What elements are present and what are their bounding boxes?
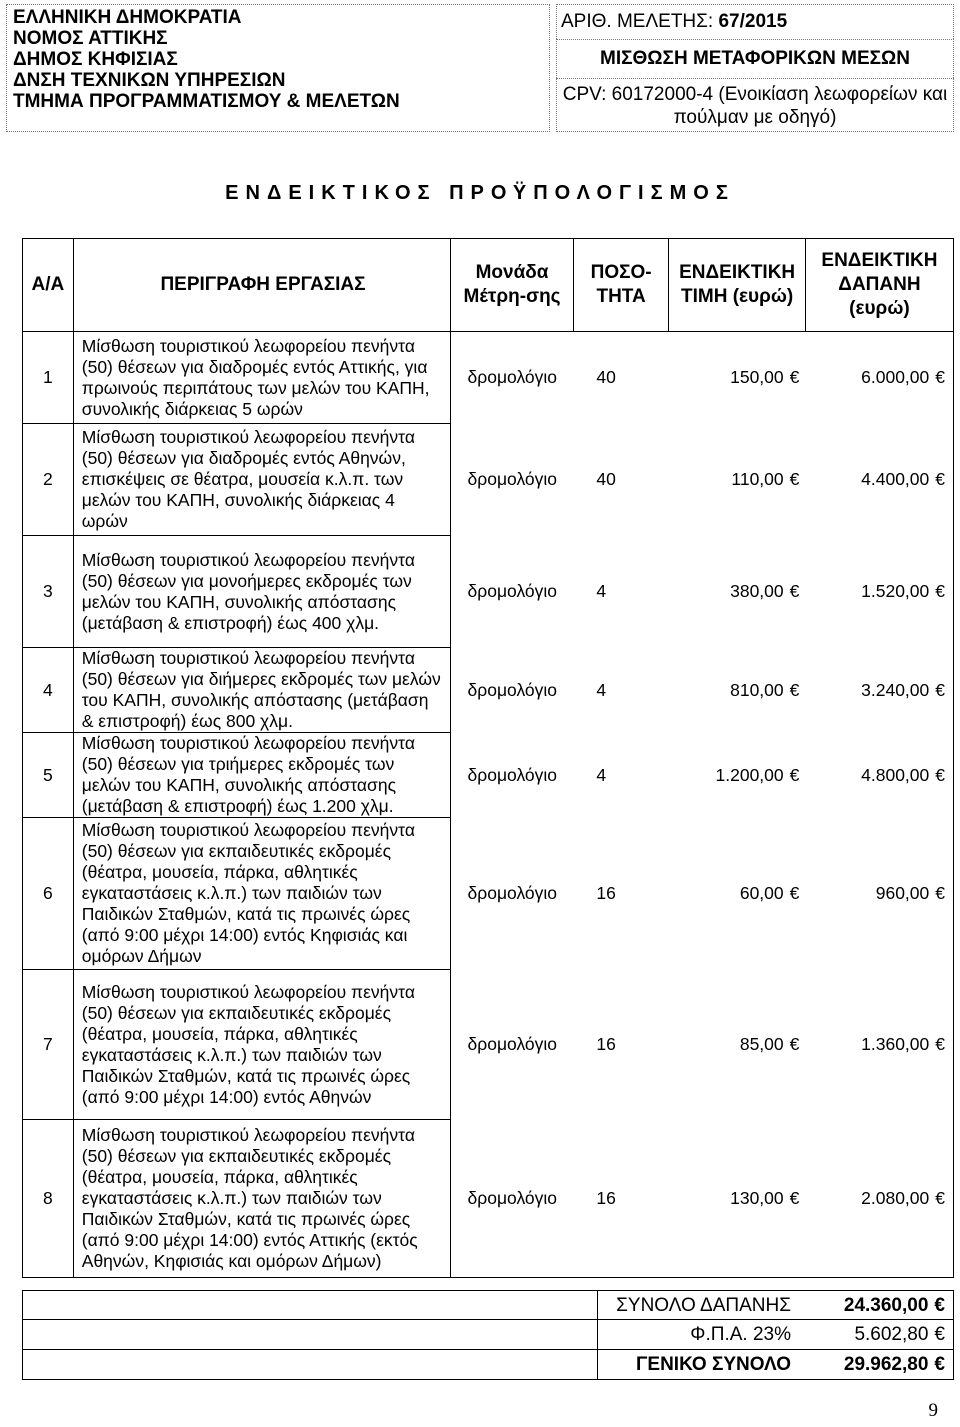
study-label: ΑΡΙΘ. ΜΕΛΕΤΗΣ: (561, 11, 714, 32)
row-unit: δρομολόγιο (467, 581, 558, 601)
quantity-value: 40 (596, 367, 616, 388)
row-description: Μίσθωση τουριστικού λεωφορείου πενήντα (50) θέσεων για εκπαιδευτικές εκδρομές (θέατρα, μουσεία, πάρκα, αθλητικές εγκαταστάσεις κ.λ.π.) των παιδιών των Παιδικών Σταθμών, κατά τις πρωινές ώρες (από 9:00 μέχρι 14:00) εντός Αττικής (εκτός Αθηνών, Κηφισιάς και ομόρων Δήμων) (73, 1120, 450, 1278)
row-unit: δρομολόγιο (467, 1034, 558, 1054)
cpv-line: CPV: 60172000-4 (Ενοικίαση λεωφορείων και (562, 84, 948, 105)
price-value: 1.200,00 (715, 764, 784, 785)
cpv-line: πούλμαν με οδηγό) (673, 107, 837, 128)
euro-symbol: € (935, 764, 945, 785)
col-desc-header: ΠΕΡΙΓΡΑΦΗ ΕΡΓΑΣΙΑΣ (73, 239, 450, 332)
row-quantity (573, 970, 669, 1120)
col-total-header: ΕΝΔΕΙΚΤΙΚΗ ΔΑΠΑΝΗ (ευρώ) (805, 239, 953, 332)
quantity-value: 40 (596, 469, 616, 489)
table-row (23, 536, 954, 648)
row-description: Μίσθωση τουριστικού λεωφορείου πενήντα (50) θέσεων για διαδρομές εντός Αθηνών, επισκέψεις σε θέατρα, μουσεία κ.λ.π. των μελών του ΚΑΠΗ, συνολικής διάρκειας 4 ωρών (73, 424, 450, 536)
vat-row (22, 1320, 954, 1350)
euro-symbol: € (789, 679, 800, 700)
issuer-line: ΝΟΜΟΣ ΑΤΤΙΚΗΣ (13, 28, 168, 49)
price-value: 130,00 (730, 1187, 784, 1208)
row-price (669, 733, 805, 818)
row-unit: δρομολόγιο (467, 883, 558, 903)
cpv-block (556, 78, 954, 132)
total-value: 960,00 (875, 883, 930, 903)
row-number: 3 (23, 536, 74, 648)
table-header-row (23, 239, 954, 332)
price-value: 110,00 (731, 469, 784, 489)
row-quantity (573, 332, 669, 424)
subtotal-value: 24.360,00 € (843, 1295, 945, 1316)
euro-symbol: € (789, 1034, 800, 1054)
row-total (805, 1120, 953, 1278)
quantity-value: 16 (596, 1187, 616, 1208)
col-aa-header: Α/Α (23, 239, 74, 332)
col-qty-header: ΠΟΣΟ-ΤΗΤΑ (573, 239, 669, 332)
table-row (23, 970, 954, 1120)
quantity-value: 4 (596, 679, 607, 700)
vat-label: Φ.Π.Α. 23% (690, 1324, 791, 1345)
total-value: 1.360,00 (861, 1034, 930, 1054)
total-value: 4.800,00 (861, 764, 930, 785)
grand-total-row (22, 1350, 954, 1380)
total-value: 3.240,00 (861, 679, 930, 700)
row-quantity (573, 424, 669, 536)
price-value: 380,00 (730, 581, 784, 601)
row-quantity (573, 648, 669, 733)
row-description: Μίσθωση τουριστικού λεωφορείου πενήντα (50) θέσεων για εκπαιδευτικές εκδρομές (θέατρα, μουσεία, πάρκα, αθλητικές εγκαταστάσεις κ.λ.π.) των παιδιών των Παιδικών Σταθμών, κατά τις πρωινές ώρες (από 9:00 μέχρι 14:00) εντός Κηφισιάς και ομόρων Δήμων (73, 818, 450, 970)
row-description: Μίσθωση τουριστικού λεωφορείου πενήντα (50) θέσεων για διαδρομές εντός Αττικής, για πρωινούς περιπάτους των μελών του ΚΑΠΗ, συνολικής διάρκειας 5 ωρών (73, 332, 450, 424)
price-value: 150,00 (730, 367, 784, 388)
summary-divider (597, 1320, 598, 1349)
row-number: 1 (23, 332, 74, 424)
page-number: 9 (928, 1400, 938, 1421)
euro-symbol: € (935, 1034, 945, 1054)
row-unit: δρομολόγιο (451, 1120, 574, 1278)
row-total (805, 648, 953, 733)
euro-symbol: € (789, 581, 800, 601)
subtotal-row (22, 1290, 954, 1320)
grand-total-label: ΓΕΝΙΚΟ ΣΥΝΟΛΟ (635, 1354, 791, 1375)
row-price (669, 818, 805, 970)
table-row (23, 424, 954, 536)
euro-symbol: € (789, 764, 800, 785)
col-unit-header: Μονάδα Μέτρη-σης (451, 239, 574, 332)
row-price (669, 424, 805, 536)
euro-symbol: € (789, 367, 800, 388)
table-row (23, 733, 954, 818)
issuer-line: ΔΝΣΗ ΤΕΧΝΙΚΩΝ ΥΠΗΡΕΣΙΩΝ (13, 70, 286, 91)
vat-value: 5.602,80 € (854, 1324, 945, 1345)
issuer-line: ΕΛΛΗΝΙΚΗ ΔΗΜΟΚΡΑΤΙΑ (13, 7, 242, 28)
total-value: 4.400,00 (861, 469, 930, 489)
table-row (23, 332, 954, 424)
project-title: ΜΙΣΘΩΣΗ ΜΕΤΑΦΟΡΙΚΩΝ ΜΕΣΩΝ (556, 39, 954, 78)
row-quantity (573, 536, 669, 648)
row-price (669, 332, 805, 424)
row-unit: δρομολόγιο (467, 679, 558, 700)
summary-divider (597, 1291, 598, 1319)
row-number: 5 (23, 733, 74, 818)
row-number: 8 (23, 1120, 74, 1278)
row-number: 6 (23, 818, 74, 970)
quantity-value: 16 (596, 1034, 616, 1054)
subtotal-label: ΣΥΝΟΛΟ ΔΑΠΑΝΗΣ (616, 1295, 791, 1316)
euro-symbol: € (935, 469, 945, 489)
row-total (805, 733, 953, 818)
grand-total-value: 29.962,80 € (843, 1354, 945, 1375)
document-title: ΕΝΔΕΙΚΤΙΚΟΣ ΠΡΟΫΠΟΛΟΓΙΣΜΟΣ (225, 182, 735, 204)
study-number: 67/2015 (718, 11, 788, 32)
total-value: 1.520,00 (861, 581, 930, 601)
row-quantity (573, 733, 669, 818)
row-number: 4 (23, 648, 74, 733)
row-unit: δρομολόγιο (467, 764, 558, 785)
row-total (805, 424, 953, 536)
row-price (669, 970, 805, 1120)
table-row (23, 1120, 954, 1278)
budget-table (22, 238, 954, 1278)
row-quantity (573, 1120, 669, 1278)
col-price-header: ΕΝΔΕΙΚΤΙΚΗ ΤΙΜΗ (ευρώ) (669, 239, 805, 332)
euro-symbol: € (789, 469, 800, 489)
issuer-line: ΔΗΜΟΣ ΚΗΦΙΣΙΑΣ (13, 49, 178, 70)
table-row (23, 818, 954, 970)
row-total (805, 818, 953, 970)
euro-symbol: € (935, 883, 945, 903)
total-value: 6.000,00 (861, 367, 930, 388)
quantity-value: 4 (596, 764, 607, 785)
euro-symbol: € (935, 581, 945, 601)
quantity-value: 16 (596, 883, 616, 903)
euro-symbol: € (935, 1187, 945, 1208)
row-unit: δρομολόγιο (467, 469, 558, 489)
price-value: 810,00 (730, 679, 784, 700)
row-number: 2 (23, 424, 74, 536)
row-quantity (573, 818, 669, 970)
issuer-line: ΤΜΗΜΑ ΠΡΟΓΡΑΜΜΑΤΙΣΜΟΥ & ΜΕΛΕΤΩΝ (13, 91, 400, 112)
row-total (805, 332, 953, 424)
table-row (23, 648, 954, 733)
issuer-block (6, 4, 550, 132)
study-info-block (556, 4, 954, 132)
quantity-value: 4 (596, 581, 607, 601)
euro-symbol: € (789, 1187, 800, 1208)
table-body (23, 332, 954, 1278)
study-number-row (556, 4, 954, 39)
row-total (805, 970, 953, 1120)
row-description: Μίσθωση τουριστικού λεωφορείου πενήντα (50) θέσεων για μονοήμερες εκδρομές των μελών του ΚΑΠΗ, συνολικής απόστασης (μετάβαση & επιστροφή) έως 400 χλμ. (73, 536, 450, 648)
summary-divider (597, 1350, 598, 1379)
row-description: Μίσθωση τουριστικού λεωφορείου πενήντα (50) θέσεων για τριήμερες εκδρομές των μελών του ΚΑΠΗ, συνολικής απόστασης (μετάβαση & επιστροφή) έως 1.200 χλμ. (73, 733, 450, 818)
row-price (669, 1120, 805, 1278)
price-value: 85,00 (739, 1034, 784, 1054)
row-description: Μίσθωση τουριστικού λεωφορείου πενήντα (50) θέσεων για εκπαιδευτικές εκδρομές (θέατρα, μουσεία, πάρκα, αθλητικές εγκαταστάσεις κ.λ.π.) των παιδιών των Παιδικών Σταθμών, κατά τις πρωινές ώρες (από 9:00 μέχρι 14:00) εντός Αθηνών (73, 970, 450, 1120)
row-total (805, 536, 953, 648)
euro-symbol: € (789, 883, 800, 903)
row-price (669, 648, 805, 733)
row-description: Μίσθωση τουριστικού λεωφορείου πενήντα (50) θέσεων για διήμερες εκδρομές των μελών του ΚΑΠΗ, συνολικής απόστασης (μετάβαση & επιστροφή) έως 800 χλμ. (73, 648, 450, 733)
row-price (669, 536, 805, 648)
row-unit: δρομολόγιο (467, 367, 558, 388)
price-value: 60,00 (739, 883, 784, 903)
euro-symbol: € (935, 679, 945, 700)
total-value: 2.080,00 (861, 1187, 930, 1208)
row-number: 7 (23, 970, 74, 1120)
euro-symbol: € (935, 367, 945, 388)
